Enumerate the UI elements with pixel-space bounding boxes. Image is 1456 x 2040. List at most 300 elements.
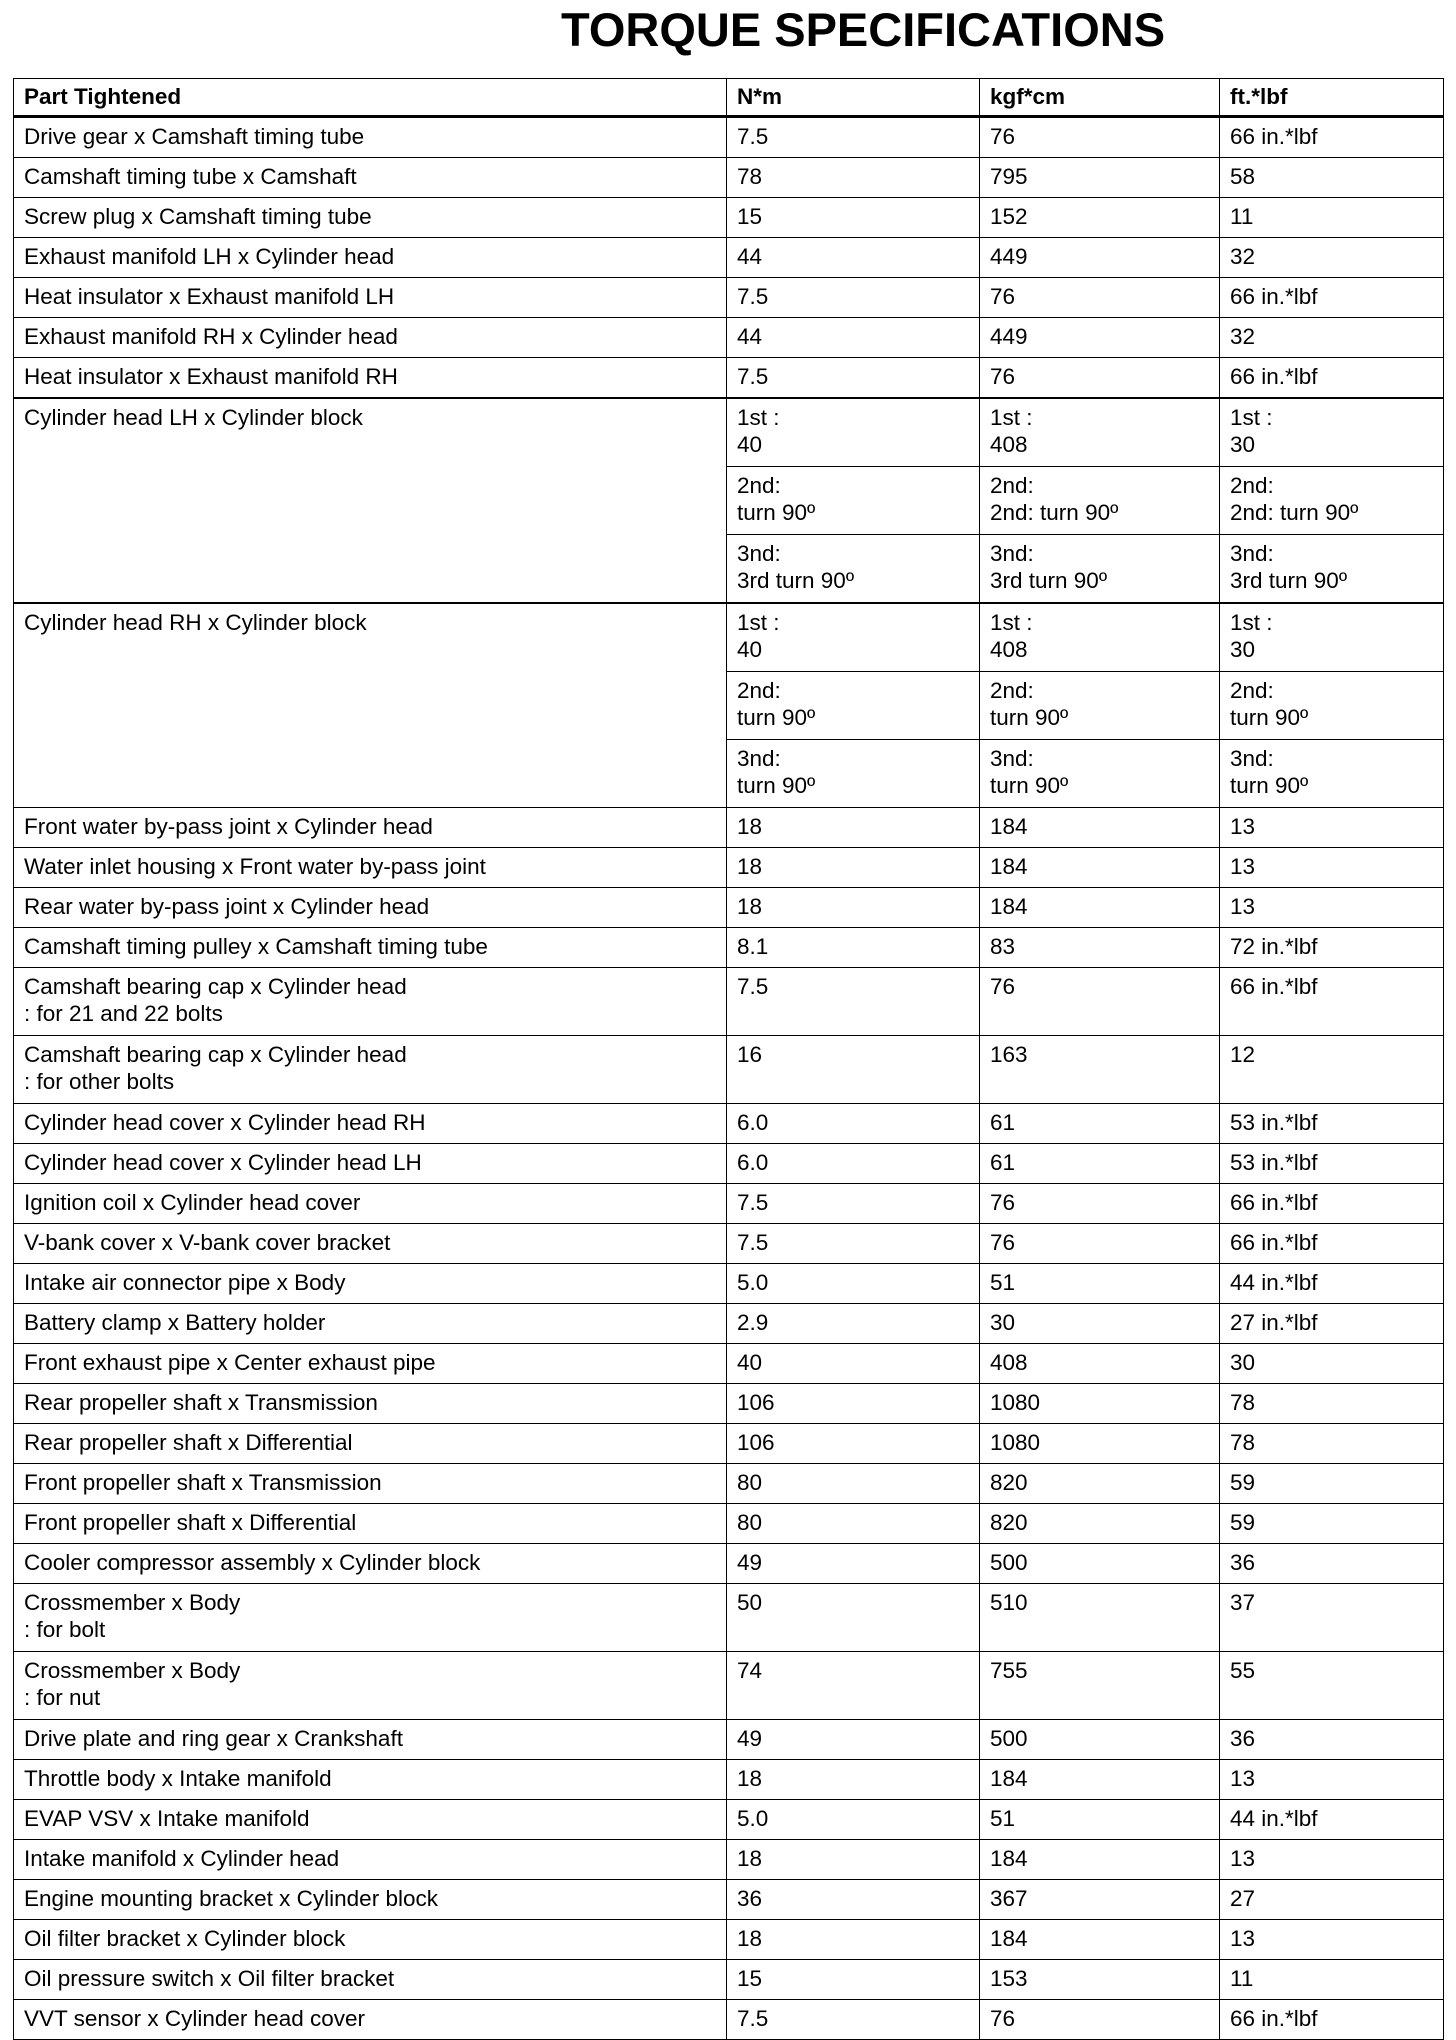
nm-value-cell [727,1344,980,1384]
ft-lbf-value-cell [1220,2000,1444,2040]
table-row [14,1264,1444,1304]
kgf-cm-value-cell [980,1384,1220,1424]
ft-lbf-value-cell-line: 13 [1230,1846,1256,1871]
kgf-cm-value-cell [980,117,1220,158]
kgf-cm-value-cell-line: 153 [990,1966,1028,1991]
ft-lbf-value-cell [1220,1504,1444,1544]
kgf-cm-value-cell-line: 2nd: [990,678,1034,703]
part-tightened-cell [14,198,727,238]
ft-lbf-value-cell-line: 37 [1230,1590,1256,1615]
kgf-cm-value-cell-line: 449 [990,244,1028,269]
part-tightened-cell [14,318,727,358]
ft-lbf-value-cell [1220,1760,1444,1800]
ft-lbf-value-cell-line: 72 in.*lbf [1230,934,1318,959]
ft-lbf-value-cell [1220,1184,1444,1224]
ft-lbf-value-cell [1220,1840,1444,1880]
nm-value-cell-line: turn 90º [737,773,816,798]
ft-lbf-value-cell-line: 30 [1230,1350,1256,1375]
table-row [14,888,1444,928]
nm-value-cell-line: 7.5 [737,284,769,309]
part-tightened-cell-line: Rear propeller shaft x Differential [24,1430,353,1455]
table-row [14,318,1444,358]
ft-lbf-value-cell-line: 13 [1230,1926,1256,1951]
ft-lbf-value-cell [1220,808,1444,848]
kgf-cm-value-cell-line: 51 [990,1806,1016,1831]
kgf-cm-value-cell [980,1720,1220,1760]
ft-lbf-value-cell [1220,318,1444,358]
kgf-cm-value-cell-line: turn 90º [990,705,1069,730]
part-tightened-cell-line: Rear water by-pass joint x Cylinder head [24,894,430,919]
kgf-cm-value-cell [980,1264,1220,1304]
ft-lbf-value-cell-line: 53 in.*lbf [1230,1150,1318,1175]
ft-lbf-value-cell-line: 2nd: turn 90º [1230,500,1359,525]
nm-value-cell [727,1720,980,1760]
nm-value-cell-line: 5.0 [737,1270,769,1295]
kgf-cm-value-cell-line: 152 [990,204,1028,229]
part-tightened-cell [14,1760,727,1800]
nm-value-cell [727,808,980,848]
kgf-cm-value-cell-line: turn 90º [990,773,1069,798]
nm-value-cell [727,928,980,968]
kgf-cm-value-cell [980,198,1220,238]
ft-lbf-value-cell-line: 44 in.*lbf [1230,1806,1318,1831]
kgf-cm-value-cell-line: 755 [990,1658,1028,1683]
ft-lbf-value-cell [1220,1960,1444,2000]
table-row [14,603,1444,672]
kgf-cm-value-cell-line: 61 [990,1110,1016,1135]
part-tightened-cell-line: VVT sensor x Cylinder head cover [24,2006,365,2031]
nm-value-cell [727,318,980,358]
nm-value-cell-line: 7.5 [737,2006,769,2031]
ft-lbf-value-cell-line: 55 [1230,1658,1256,1683]
ft-lbf-value-cell [1220,1424,1444,1464]
nm-value-cell [727,467,980,535]
table-row [14,1504,1444,1544]
ft-lbf-value-cell-line: 66 in.*lbf [1230,124,1318,149]
header-kgf-cm: kgf*cm [980,79,1220,117]
nm-value-cell [727,740,980,808]
nm-value-cell [727,1544,980,1584]
ft-lbf-value-cell [1220,278,1444,318]
kgf-cm-value-cell-line: 184 [990,1926,1028,1951]
nm-value-cell [727,1652,980,1720]
kgf-cm-value-cell-line: 408 [990,1350,1028,1375]
nm-value-cell-line: 3nd: [737,541,781,566]
part-tightened-cell [14,1224,727,1264]
nm-value-cell-line: 15 [737,1966,763,1991]
ft-lbf-value-cell [1220,1344,1444,1384]
kgf-cm-value-cell [980,848,1220,888]
nm-value-cell [727,1920,980,1960]
table-row [14,1304,1444,1344]
kgf-cm-value-cell-line: 76 [990,1230,1016,1255]
nm-value-cell [727,1104,980,1144]
nm-value-cell-line: 36 [737,1886,763,1911]
ft-lbf-value-cell-line: 1st : [1230,610,1273,635]
table-row [14,1464,1444,1504]
ft-lbf-value-cell-line: 66 in.*lbf [1230,1230,1318,1255]
nm-value-cell-line: 40 [737,432,763,457]
part-tightened-cell [14,968,727,1036]
ft-lbf-value-cell-line: 58 [1230,164,1256,189]
torque-table-container [13,78,1444,2040]
kgf-cm-value-cell [980,1584,1220,1652]
nm-value-cell-line: 18 [737,854,763,879]
nm-value-cell-line: 44 [737,324,763,349]
ft-lbf-value-cell [1220,358,1444,399]
nm-value-cell-line: 80 [737,1510,763,1535]
torque-spec-table [13,78,1444,2040]
ft-lbf-value-cell [1220,117,1444,158]
kgf-cm-value-cell [980,1464,1220,1504]
table-body [14,117,1444,2040]
part-tightened-cell-line: Ignition coil x Cylinder head cover [24,1190,361,1215]
nm-value-cell-line: 7.5 [737,1190,769,1215]
part-tightened-cell [14,1384,727,1424]
table-row [14,358,1444,399]
part-tightened-cell-line: : for other bolts [24,1069,175,1094]
part-tightened-cell-line: V-bank cover x V-bank cover bracket [24,1230,391,1255]
ft-lbf-value-cell [1220,1652,1444,1720]
kgf-cm-value-cell-line: 184 [990,894,1028,919]
ft-lbf-value-cell [1220,603,1444,672]
page-title: TORQUE SPECIFICATIONS [560,3,1166,56]
kgf-cm-value-cell [980,158,1220,198]
ft-lbf-value-cell [1220,1880,1444,1920]
nm-value-cell-line: 16 [737,1042,763,1067]
header-ft-lbf: ft.*lbf [1220,79,1444,117]
nm-value-cell [727,1036,980,1104]
kgf-cm-value-cell [980,1504,1220,1544]
table-row [14,1384,1444,1424]
ft-lbf-value-cell-line: 66 in.*lbf [1230,974,1318,999]
ft-lbf-value-cell [1220,1384,1444,1424]
part-tightened-cell-line: Oil pressure switch x Oil filter bracket [24,1966,395,1991]
table-row [14,1036,1444,1104]
ft-lbf-value-cell-line: 1st : [1230,405,1273,430]
part-tightened-cell [14,1544,727,1584]
part-tightened-cell-line: Cylinder head LH x Cylinder block [24,405,363,430]
kgf-cm-value-cell-line: 510 [990,1590,1028,1615]
kgf-cm-value-cell-line: 500 [990,1550,1028,1575]
kgf-cm-value-cell-line: 2nd: turn 90º [990,500,1119,525]
ft-lbf-value-cell-line: 78 [1230,1430,1256,1455]
ft-lbf-value-cell-line: 3rd turn 90º [1230,568,1348,593]
kgf-cm-value-cell [980,358,1220,399]
kgf-cm-value-cell-line: 408 [990,637,1028,662]
nm-value-cell-line: turn 90º [737,705,816,730]
nm-value-cell-line: 18 [737,1926,763,1951]
kgf-cm-value-cell [980,1920,1220,1960]
ft-lbf-value-cell-line: 30 [1230,637,1256,662]
nm-value-cell-line: 40 [737,1350,763,1375]
nm-value-cell [727,672,980,740]
nm-value-cell-line: 18 [737,894,763,919]
ft-lbf-value-cell [1220,198,1444,238]
nm-value-cell [727,238,980,278]
kgf-cm-value-cell [980,968,1220,1036]
part-tightened-cell [14,1504,727,1544]
kgf-cm-value-cell [980,672,1220,740]
table-row [14,848,1444,888]
ft-lbf-value-cell-line: turn 90º [1230,773,1309,798]
ft-lbf-value-cell [1220,1920,1444,1960]
kgf-cm-value-cell-line: 500 [990,1726,1028,1751]
kgf-cm-value-cell [980,603,1220,672]
part-tightened-cell [14,1800,727,1840]
kgf-cm-value-cell-line: 795 [990,164,1028,189]
nm-value-cell [727,535,980,604]
part-tightened-cell-line: Exhaust manifold RH x Cylinder head [24,324,398,349]
part-tightened-cell-line: Cylinder head cover x Cylinder head RH [24,1110,426,1135]
ft-lbf-value-cell [1220,398,1444,467]
ft-lbf-value-cell [1220,1544,1444,1584]
nm-value-cell-line: 3nd: [737,746,781,771]
table-row [14,1104,1444,1144]
part-tightened-cell-line: Camshaft bearing cap x Cylinder head [24,974,407,999]
nm-value-cell-line: 106 [737,1390,775,1415]
kgf-cm-value-cell [980,1144,1220,1184]
ft-lbf-value-cell [1220,1800,1444,1840]
kgf-cm-value-cell-line: 408 [990,432,1028,457]
ft-lbf-value-cell-line: 13 [1230,894,1256,919]
part-tightened-cell [14,808,727,848]
ft-lbf-value-cell-line: 3nd: [1230,541,1274,566]
nm-value-cell-line: 2nd: [737,473,781,498]
ft-lbf-value-cell [1220,1304,1444,1344]
ft-lbf-value-cell-line: 32 [1230,244,1256,269]
part-tightened-cell [14,1584,727,1652]
part-tightened-cell-line: Intake air connector pipe x Body [24,1270,346,1295]
kgf-cm-value-cell-line: 1080 [990,1430,1041,1455]
kgf-cm-value-cell-line: 184 [990,814,1028,839]
part-tightened-cell-line: Drive plate and ring gear x Crankshaft [24,1726,403,1751]
kgf-cm-value-cell-line: 76 [990,1190,1016,1215]
nm-value-cell-line: 7.5 [737,974,769,999]
nm-value-cell [727,117,980,158]
nm-value-cell [727,1840,980,1880]
kgf-cm-value-cell [980,1344,1220,1384]
kgf-cm-value-cell-line: 76 [990,2006,1016,2031]
nm-value-cell-line: 49 [737,1726,763,1751]
ft-lbf-value-cell-line: 27 [1230,1886,1256,1911]
part-tightened-cell-line: Cylinder head cover x Cylinder head LH [24,1150,422,1175]
nm-value-cell [727,1760,980,1800]
kgf-cm-value-cell-line: 820 [990,1510,1028,1535]
nm-value-cell [727,603,980,672]
part-tightened-cell [14,928,727,968]
ft-lbf-value-cell [1220,740,1444,808]
nm-value-cell [727,968,980,1036]
part-tightened-cell-line: Front propeller shaft x Transmission [24,1470,382,1495]
nm-value-cell [727,158,980,198]
part-tightened-cell-line: : for nut [24,1685,101,1710]
part-tightened-cell-line: : for bolt [24,1617,106,1642]
part-tightened-cell-line: Screw plug x Camshaft timing tube [24,204,372,229]
part-tightened-cell-line: Front water by-pass joint x Cylinder head [24,814,433,839]
table-header-row [14,79,1444,117]
ft-lbf-value-cell-line: 13 [1230,1766,1256,1791]
nm-value-cell-line: 7.5 [737,1230,769,1255]
ft-lbf-value-cell-line: 2nd: [1230,678,1274,703]
kgf-cm-value-cell [980,278,1220,318]
part-tightened-cell [14,238,727,278]
nm-value-cell-line: 18 [737,814,763,839]
kgf-cm-value-cell-line: 61 [990,1150,1016,1175]
ft-lbf-value-cell-line: 32 [1230,324,1256,349]
nm-value-cell [727,398,980,467]
ft-lbf-value-cell-line: 53 in.*lbf [1230,1110,1318,1135]
ft-lbf-value-cell-line: 13 [1230,854,1256,879]
nm-value-cell [727,1144,980,1184]
table-row [14,1720,1444,1760]
ft-lbf-value-cell [1220,1224,1444,1264]
kgf-cm-value-cell [980,467,1220,535]
nm-value-cell [727,1424,980,1464]
part-tightened-cell [14,1920,727,1960]
kgf-cm-value-cell-line: 3nd: [990,541,1034,566]
kgf-cm-value-cell-line: 184 [990,854,1028,879]
kgf-cm-value-cell-line: 367 [990,1886,1028,1911]
part-tightened-cell-line: Cooler compressor assembly x Cylinder block [24,1550,481,1575]
kgf-cm-value-cell-line: 3rd turn 90º [990,568,1108,593]
ft-lbf-value-cell-line: turn 90º [1230,705,1309,730]
table-row [14,1960,1444,2000]
part-tightened-cell [14,1036,727,1104]
kgf-cm-value-cell [980,1544,1220,1584]
part-tightened-cell [14,848,727,888]
part-tightened-cell-line: Drive gear x Camshaft timing tube [24,124,365,149]
nm-value-cell-line: 18 [737,1846,763,1871]
part-tightened-cell [14,1840,727,1880]
nm-value-cell-line: 18 [737,1766,763,1791]
kgf-cm-value-cell [980,398,1220,467]
kgf-cm-value-cell-line: 1st : [990,610,1033,635]
part-tightened-cell-line: Crossmember x Body [24,1658,241,1683]
nm-value-cell-line: 44 [737,244,763,269]
kgf-cm-value-cell [980,1224,1220,1264]
ft-lbf-value-cell-line: 11 [1230,1966,1254,1991]
kgf-cm-value-cell-line: 76 [990,124,1016,149]
part-tightened-cell-line: Exhaust manifold LH x Cylinder head [24,244,395,269]
part-tightened-cell [14,888,727,928]
part-tightened-cell-line: Oil filter bracket x Cylinder block [24,1926,346,1951]
nm-value-cell [727,1584,980,1652]
part-tightened-cell-line: Camshaft bearing cap x Cylinder head [24,1042,407,1067]
table-row [14,117,1444,158]
part-tightened-cell-line: Crossmember x Body [24,1590,241,1615]
table-row [14,1144,1444,1184]
nm-value-cell [727,1880,980,1920]
kgf-cm-value-cell-line: 76 [990,974,1016,999]
nm-value-cell-line: 49 [737,1550,763,1575]
part-tightened-cell [14,1464,727,1504]
nm-value-cell-line: 2nd: [737,678,781,703]
kgf-cm-value-cell [980,1304,1220,1344]
table-row [14,278,1444,318]
part-tightened-cell [14,1104,727,1144]
part-tightened-cell [14,1652,727,1720]
nm-value-cell-line: turn 90º [737,500,816,525]
part-tightened-cell-line: Camshaft timing pulley x Camshaft timing tube [24,934,488,959]
ft-lbf-value-cell-line: 66 in.*lbf [1230,364,1318,389]
ft-lbf-value-cell-line: 36 [1230,1550,1256,1575]
kgf-cm-value-cell [980,888,1220,928]
ft-lbf-value-cell [1220,1144,1444,1184]
kgf-cm-value-cell-line: 820 [990,1470,1028,1495]
ft-lbf-value-cell [1220,1464,1444,1504]
ft-lbf-value-cell [1220,1264,1444,1304]
ft-lbf-value-cell [1220,238,1444,278]
kgf-cm-value-cell-line: 449 [990,324,1028,349]
nm-value-cell [727,1384,980,1424]
part-tightened-cell-line: Cylinder head RH x Cylinder block [24,610,367,635]
ft-lbf-value-cell-line: 36 [1230,1726,1256,1751]
nm-value-cell-line: 80 [737,1470,763,1495]
header-part-tightened: Part Tightened [14,79,727,117]
ft-lbf-value-cell-line: 30 [1230,432,1256,457]
part-tightened-cell-line: Front exhaust pipe x Center exhaust pipe [24,1350,436,1375]
nm-value-cell [727,888,980,928]
part-tightened-cell [14,2000,727,2040]
ft-lbf-value-cell [1220,535,1444,604]
nm-value-cell [727,358,980,399]
table-row [14,198,1444,238]
ft-lbf-value-cell-line: 44 in.*lbf [1230,1270,1318,1295]
nm-value-cell-line: 5.0 [737,1806,769,1831]
kgf-cm-value-cell [980,2000,1220,2040]
ft-lbf-value-cell-line: 66 in.*lbf [1230,1190,1318,1215]
ft-lbf-value-cell-line: 12 [1230,1042,1256,1067]
part-tightened-cell-line: Throttle body x Intake manifold [24,1766,332,1791]
part-tightened-cell [14,158,727,198]
kgf-cm-value-cell-line: 51 [990,1270,1016,1295]
part-tightened-cell-line: Intake manifold x Cylinder head [24,1846,340,1871]
part-tightened-cell [14,1184,727,1224]
table-row [14,158,1444,198]
table-row [14,928,1444,968]
ft-lbf-value-cell-line: 11 [1230,204,1254,229]
part-tightened-cell-line: Front propeller shaft x Differential [24,1510,357,1535]
table-row [14,398,1444,467]
kgf-cm-value-cell [980,238,1220,278]
table-row [14,1344,1444,1384]
nm-value-cell-line: 6.0 [737,1110,769,1135]
nm-value-cell-line: 2.9 [737,1310,769,1335]
nm-value-cell-line: 1st : [737,610,780,635]
kgf-cm-value-cell [980,740,1220,808]
ft-lbf-value-cell [1220,467,1444,535]
kgf-cm-value-cell-line: 2nd: [990,473,1034,498]
ft-lbf-value-cell [1220,848,1444,888]
nm-value-cell [727,1464,980,1504]
part-tightened-cell [14,1144,727,1184]
kgf-cm-value-cell [980,1840,1220,1880]
kgf-cm-value-cell [980,1880,1220,1920]
kgf-cm-value-cell [980,1104,1220,1144]
part-tightened-cell-line: Rear propeller shaft x Transmission [24,1390,378,1415]
nm-value-cell-line: 6.0 [737,1150,769,1175]
part-tightened-cell [14,1264,727,1304]
kgf-cm-value-cell [980,1184,1220,1224]
kgf-cm-value-cell [980,1036,1220,1104]
part-tightened-cell [14,1720,727,1760]
table-row [14,1920,1444,1960]
kgf-cm-value-cell [980,1652,1220,1720]
nm-value-cell-line: 1st : [737,405,780,430]
kgf-cm-value-cell-line: 163 [990,1042,1028,1067]
ft-lbf-value-cell-line: 13 [1230,814,1256,839]
